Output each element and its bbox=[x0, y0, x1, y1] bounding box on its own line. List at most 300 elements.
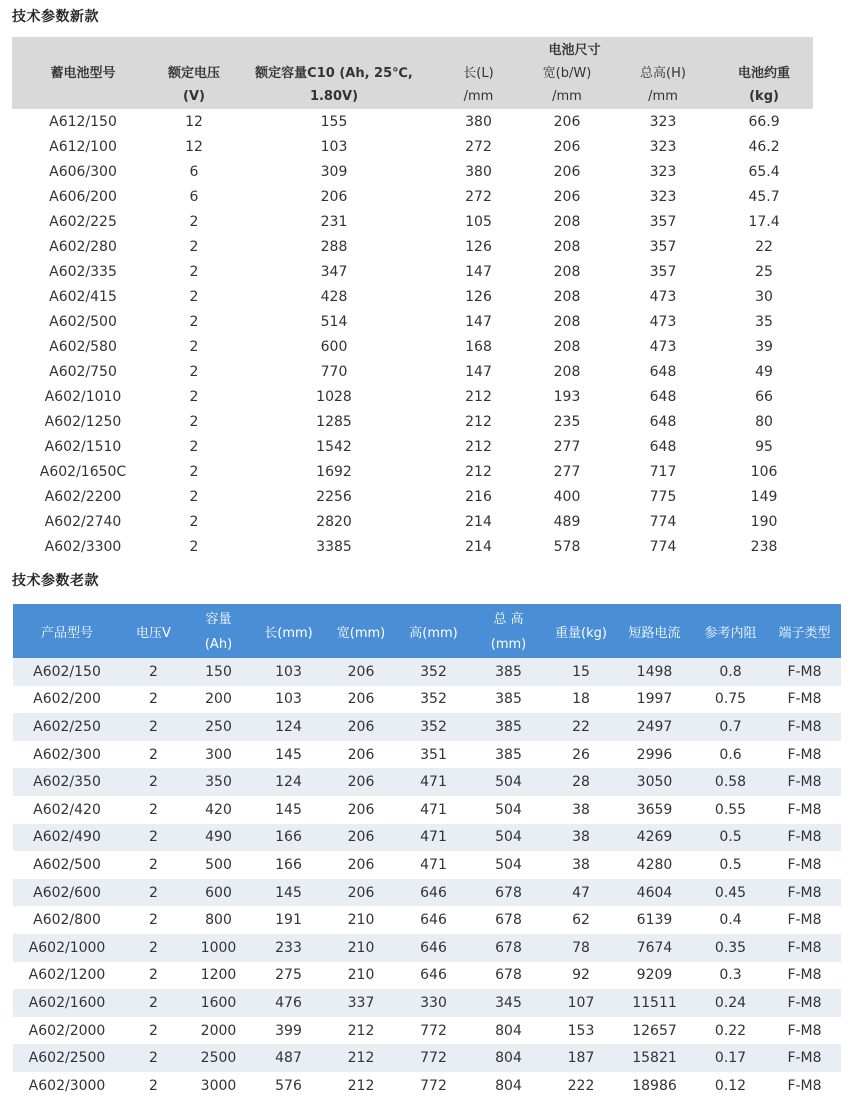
table-cell: 385 bbox=[471, 658, 546, 686]
table-cell: 208 bbox=[553, 313, 581, 330]
table-cell: A612/150 bbox=[49, 113, 117, 130]
table-cell: A602/420 bbox=[13, 796, 121, 824]
table-cell: 231 bbox=[320, 213, 348, 230]
table-row bbox=[13, 686, 841, 714]
table-cell: 420 bbox=[186, 796, 251, 824]
table-row bbox=[13, 1017, 841, 1045]
table-cell: 206 bbox=[326, 824, 396, 852]
table-cell: 772 bbox=[396, 1017, 471, 1045]
table-cell: 717 bbox=[649, 463, 677, 480]
table-cell: A602/490 bbox=[13, 824, 121, 852]
table-cell: 4280 bbox=[616, 851, 693, 879]
table-cell: 272 bbox=[465, 188, 492, 205]
table-cell: 678 bbox=[471, 906, 546, 934]
table-cell: 1200 bbox=[186, 962, 251, 990]
table-cell: A612/100 bbox=[49, 138, 117, 155]
table-cell: 648 bbox=[649, 388, 677, 405]
table-cell: 514 bbox=[320, 313, 348, 330]
header-model-blank bbox=[12, 84, 154, 109]
table-cell: 210 bbox=[326, 962, 396, 990]
table-cell: 323 bbox=[649, 163, 677, 180]
table-row bbox=[12, 359, 813, 384]
table-cell: 147 bbox=[465, 263, 492, 280]
table-cell: 504 bbox=[471, 851, 546, 879]
table-cell: 277 bbox=[553, 463, 581, 480]
table-cell: 2 bbox=[189, 313, 199, 330]
header-height-label: 总高(H) bbox=[611, 59, 715, 84]
table-cell: 145 bbox=[251, 879, 326, 907]
table-cell: 476 bbox=[251, 989, 326, 1017]
old-header-resistance: 参考内阻 bbox=[693, 604, 768, 658]
table-row bbox=[12, 309, 813, 334]
table-cell: 2 bbox=[121, 879, 186, 907]
table-cell: 28 bbox=[546, 768, 616, 796]
table-row bbox=[12, 134, 813, 159]
header-voltage-top bbox=[154, 37, 234, 59]
table-cell: 646 bbox=[396, 934, 471, 962]
table-cell: 2820 bbox=[316, 513, 352, 530]
table-cell: 678 bbox=[471, 879, 546, 907]
table-cell: A602/200 bbox=[13, 686, 121, 714]
header-weight-unit: (kg) bbox=[715, 84, 813, 109]
table-row bbox=[13, 851, 841, 879]
table-cell: 385 bbox=[471, 686, 546, 714]
table-cell: A602/225 bbox=[49, 213, 117, 230]
table-cell: 103 bbox=[320, 138, 348, 155]
table-cell: 3000 bbox=[186, 1072, 251, 1100]
table-cell: 804 bbox=[471, 1072, 546, 1100]
table-cell: F-M8 bbox=[768, 796, 841, 824]
table-cell: 2256 bbox=[316, 488, 352, 505]
header-model-label: 蓄电池型号 bbox=[12, 59, 154, 84]
table-cell: 352 bbox=[396, 658, 471, 686]
table-cell: 804 bbox=[471, 1017, 546, 1045]
table-row bbox=[13, 989, 841, 1017]
table-cell: 345 bbox=[471, 989, 546, 1017]
table-cell: A606/300 bbox=[49, 163, 117, 180]
table-cell: 1542 bbox=[316, 438, 352, 455]
table-cell: 357 bbox=[649, 263, 677, 280]
header-voltage-label: 额定电压 bbox=[154, 59, 234, 84]
header-dimensions: 电池尺寸 bbox=[434, 37, 715, 59]
table-cell: 2 bbox=[189, 338, 199, 355]
table-cell: 206 bbox=[326, 658, 396, 686]
table-row bbox=[13, 713, 841, 741]
header-voltage-unit: (V) bbox=[154, 84, 234, 109]
table-cell: 206 bbox=[320, 188, 348, 205]
table-cell: 1997 bbox=[616, 686, 693, 714]
old-header-terminal: 端子类型 bbox=[768, 604, 841, 658]
table-cell: 0.45 bbox=[693, 879, 768, 907]
table-cell: F-M8 bbox=[768, 1072, 841, 1100]
header-capacity-unit: 1.80V) bbox=[234, 84, 434, 109]
table-row bbox=[12, 384, 813, 409]
table-cell: 0.8 bbox=[693, 658, 768, 686]
header-width-unit: /mm bbox=[523, 84, 611, 109]
header-length-unit: /mm bbox=[434, 84, 523, 109]
table-cell: 2 bbox=[189, 363, 199, 380]
table-row bbox=[13, 796, 841, 824]
table-cell: 350 bbox=[186, 768, 251, 796]
table-cell: 212 bbox=[465, 388, 492, 405]
table-cell: 2 bbox=[189, 388, 199, 405]
table-cell: 208 bbox=[553, 363, 581, 380]
table-cell: 233 bbox=[251, 934, 326, 962]
header-height-unit: /mm bbox=[611, 84, 715, 109]
table-cell: 206 bbox=[553, 163, 581, 180]
table-cell: 22 bbox=[546, 713, 616, 741]
table-cell: 6 bbox=[189, 163, 199, 180]
table-cell: A602/335 bbox=[49, 263, 117, 280]
table-cell: F-M8 bbox=[768, 1017, 841, 1045]
table-row bbox=[13, 934, 841, 962]
table-cell: 2 bbox=[189, 488, 199, 505]
table-cell: 1000 bbox=[186, 934, 251, 962]
table-cell: 105 bbox=[465, 213, 492, 230]
table-cell: F-M8 bbox=[768, 906, 841, 934]
table-cell: 323 bbox=[649, 113, 677, 130]
table-cell: 646 bbox=[396, 906, 471, 934]
table-cell: 1498 bbox=[616, 658, 693, 686]
table-cell: 150 bbox=[186, 658, 251, 686]
table-cell: 38 bbox=[546, 824, 616, 852]
table-cell: 6139 bbox=[616, 906, 693, 934]
header-weight-label: 电池约重 bbox=[715, 59, 813, 84]
table-cell: A606/200 bbox=[49, 188, 117, 205]
table-cell: 380 bbox=[465, 163, 492, 180]
table-cell: 208 bbox=[553, 288, 581, 305]
table-cell: 473 bbox=[649, 288, 677, 305]
table-cell: 2 bbox=[121, 962, 186, 990]
table-cell: 126 bbox=[465, 288, 492, 305]
table-cell: 646 bbox=[396, 962, 471, 990]
table-cell: 323 bbox=[649, 188, 677, 205]
table-cell: 47 bbox=[546, 879, 616, 907]
table-cell: 2 bbox=[121, 768, 186, 796]
table-cell: 147 bbox=[465, 313, 492, 330]
table-cell: 2 bbox=[189, 513, 199, 530]
header-weight-top bbox=[715, 37, 813, 59]
table-cell: 2 bbox=[121, 658, 186, 686]
table-cell: 206 bbox=[326, 796, 396, 824]
table-cell: 2497 bbox=[616, 713, 693, 741]
table-cell: A602/600 bbox=[13, 879, 121, 907]
old-header-total-height-unit: (mm) bbox=[471, 631, 546, 658]
table-cell: A602/800 bbox=[13, 906, 121, 934]
table-cell: 3050 bbox=[616, 768, 693, 796]
table-cell: 222 bbox=[546, 1072, 616, 1100]
table-cell: 2 bbox=[189, 288, 199, 305]
table-row bbox=[12, 434, 813, 459]
table-cell: A602/3000 bbox=[13, 1072, 121, 1100]
table-cell: 78 bbox=[546, 934, 616, 962]
table-cell: 95 bbox=[755, 438, 773, 455]
table-cell: 2000 bbox=[186, 1017, 251, 1045]
table-cell: 600 bbox=[186, 879, 251, 907]
table-cell: A602/1600 bbox=[13, 989, 121, 1017]
old-header-width: 宽(mm) bbox=[326, 604, 396, 658]
header-width-label: 宽(b/W) bbox=[523, 59, 611, 84]
table-cell: 26 bbox=[546, 741, 616, 769]
old-section-title: 技术参数老款 bbox=[12, 573, 99, 589]
table-cell: 385 bbox=[471, 713, 546, 741]
header-capacity-label: 额定容量C10 (Ah, 25℃, bbox=[234, 59, 434, 84]
new-spec-table bbox=[12, 37, 813, 559]
table-cell: 80 bbox=[755, 413, 773, 430]
table-cell: A602/280 bbox=[49, 238, 117, 255]
table-cell: 0.17 bbox=[693, 1044, 768, 1072]
table-cell: 489 bbox=[553, 513, 581, 530]
table-cell: 206 bbox=[326, 851, 396, 879]
table-cell: 1692 bbox=[316, 463, 352, 480]
table-cell: 0.5 bbox=[693, 824, 768, 852]
table-cell: 107 bbox=[546, 989, 616, 1017]
table-cell: 2 bbox=[189, 438, 199, 455]
table-cell: A602/2200 bbox=[44, 488, 122, 505]
table-cell: 2 bbox=[121, 1017, 186, 1045]
table-cell: F-M8 bbox=[768, 989, 841, 1017]
table-row bbox=[13, 768, 841, 796]
table-cell: 106 bbox=[750, 463, 778, 480]
table-cell: 206 bbox=[553, 188, 581, 205]
table-cell: 187 bbox=[546, 1044, 616, 1072]
table-cell: 2 bbox=[121, 934, 186, 962]
table-cell: 487 bbox=[251, 1044, 326, 1072]
table-cell: 0.75 bbox=[693, 686, 768, 714]
table-row bbox=[13, 879, 841, 907]
table-cell: 216 bbox=[465, 488, 492, 505]
table-cell: 2 bbox=[189, 413, 199, 430]
table-cell: 206 bbox=[326, 741, 396, 769]
table-cell: 473 bbox=[649, 313, 677, 330]
table-cell: F-M8 bbox=[768, 824, 841, 852]
table-cell: 0.3 bbox=[693, 962, 768, 990]
table-cell: F-M8 bbox=[768, 713, 841, 741]
table-cell: 103 bbox=[251, 658, 326, 686]
table-cell: 22 bbox=[755, 238, 773, 255]
table-cell: 62 bbox=[546, 906, 616, 934]
table-cell: 3385 bbox=[316, 538, 352, 555]
table-cell: 39 bbox=[755, 338, 773, 355]
table-row bbox=[13, 824, 841, 852]
table-cell: 2 bbox=[189, 263, 199, 280]
table-cell: 504 bbox=[471, 824, 546, 852]
table-cell: 4604 bbox=[616, 879, 693, 907]
table-row bbox=[12, 184, 813, 209]
table-cell: 12 bbox=[185, 138, 203, 155]
old-header-weight: 重量(kg) bbox=[546, 604, 616, 658]
table-cell: 504 bbox=[471, 796, 546, 824]
header-capacity-top bbox=[234, 37, 434, 59]
table-cell: 471 bbox=[396, 796, 471, 824]
table-cell: 3659 bbox=[616, 796, 693, 824]
table-cell: 288 bbox=[320, 238, 348, 255]
table-cell: 153 bbox=[546, 1017, 616, 1045]
table-cell: 2 bbox=[121, 796, 186, 824]
table-cell: 214 bbox=[465, 538, 492, 555]
table-cell: 576 bbox=[251, 1072, 326, 1100]
table-cell: 49 bbox=[755, 363, 773, 380]
table-cell: 774 bbox=[649, 513, 677, 530]
table-cell: 212 bbox=[326, 1017, 396, 1045]
old-header-capacity-unit: (Ah) bbox=[186, 631, 251, 658]
old-header-short-circuit: 短路电流 bbox=[616, 604, 693, 658]
table-cell: 212 bbox=[326, 1044, 396, 1072]
table-cell: 250 bbox=[186, 713, 251, 741]
table-cell: 149 bbox=[750, 488, 778, 505]
table-cell: 12 bbox=[185, 113, 203, 130]
table-cell: 208 bbox=[553, 238, 581, 255]
table-cell: 212 bbox=[326, 1072, 396, 1100]
table-cell: 2 bbox=[121, 851, 186, 879]
old-header-capacity: 容量 bbox=[186, 604, 251, 631]
table-cell: 500 bbox=[186, 851, 251, 879]
table-cell: 212 bbox=[465, 413, 492, 430]
table-cell: 578 bbox=[553, 538, 581, 555]
table-cell: 323 bbox=[649, 138, 677, 155]
table-cell: 208 bbox=[553, 263, 581, 280]
table-cell: 648 bbox=[649, 413, 677, 430]
table-cell: 145 bbox=[251, 796, 326, 824]
table-cell: 0.35 bbox=[693, 934, 768, 962]
old-header-voltage: 电压V bbox=[121, 604, 186, 658]
table-cell: 103 bbox=[251, 686, 326, 714]
table-cell: 2 bbox=[121, 906, 186, 934]
table-cell: 400 bbox=[553, 488, 581, 505]
table-cell: 774 bbox=[649, 538, 677, 555]
table-cell: 1028 bbox=[316, 388, 352, 405]
table-cell: 277 bbox=[553, 438, 581, 455]
table-cell: 309 bbox=[320, 163, 348, 180]
table-cell: 15821 bbox=[616, 1044, 693, 1072]
table-cell: 212 bbox=[465, 438, 492, 455]
table-cell: 471 bbox=[396, 851, 471, 879]
table-cell: 300 bbox=[186, 741, 251, 769]
table-cell: 7674 bbox=[616, 934, 693, 962]
table-cell: 648 bbox=[649, 363, 677, 380]
table-cell: 352 bbox=[396, 713, 471, 741]
table-cell: 0.12 bbox=[693, 1072, 768, 1100]
table-row bbox=[13, 962, 841, 990]
table-cell: 0.58 bbox=[693, 768, 768, 796]
table-cell: F-M8 bbox=[768, 962, 841, 990]
table-cell: 200 bbox=[186, 686, 251, 714]
table-cell: F-M8 bbox=[768, 768, 841, 796]
table-row bbox=[12, 234, 813, 259]
table-row bbox=[12, 259, 813, 284]
old-header-height: 高(mm) bbox=[396, 604, 471, 658]
table-cell: 330 bbox=[396, 989, 471, 1017]
table-row bbox=[13, 658, 841, 686]
table-cell: 166 bbox=[251, 824, 326, 852]
table-cell: 17.4 bbox=[748, 213, 780, 230]
table-cell: 210 bbox=[326, 906, 396, 934]
table-cell: A602/3300 bbox=[44, 538, 122, 555]
table-cell: 12657 bbox=[616, 1017, 693, 1045]
table-cell: 208 bbox=[553, 338, 581, 355]
table-cell: 212 bbox=[465, 463, 492, 480]
table-cell: F-M8 bbox=[768, 879, 841, 907]
table-cell: 30 bbox=[755, 288, 773, 305]
table-cell: 2996 bbox=[616, 741, 693, 769]
table-cell: 473 bbox=[649, 338, 677, 355]
table-cell: 0.7 bbox=[693, 713, 768, 741]
table-cell: 193 bbox=[553, 388, 581, 405]
table-row bbox=[12, 284, 813, 309]
table-cell: 648 bbox=[649, 438, 677, 455]
table-cell: 0.6 bbox=[693, 741, 768, 769]
table-cell: 126 bbox=[465, 238, 492, 255]
table-cell: 238 bbox=[750, 538, 778, 555]
table-cell: 206 bbox=[326, 686, 396, 714]
table-cell: A602/1650C bbox=[39, 463, 127, 480]
table-cell: A602/1200 bbox=[13, 962, 121, 990]
table-cell: 357 bbox=[649, 238, 677, 255]
table-cell: 490 bbox=[186, 824, 251, 852]
table-row bbox=[12, 459, 813, 484]
table-cell: A602/300 bbox=[13, 741, 121, 769]
table-cell: F-M8 bbox=[768, 741, 841, 769]
table-cell: 210 bbox=[326, 934, 396, 962]
table-cell: 772 bbox=[396, 1044, 471, 1072]
table-cell: A602/750 bbox=[49, 363, 117, 380]
table-cell: 206 bbox=[326, 713, 396, 741]
table-cell: 145 bbox=[251, 741, 326, 769]
table-cell: 18 bbox=[546, 686, 616, 714]
table-row bbox=[12, 109, 813, 134]
table-cell: 124 bbox=[251, 713, 326, 741]
table-cell: F-M8 bbox=[768, 1044, 841, 1072]
table-cell: 772 bbox=[396, 1072, 471, 1100]
table-cell: 471 bbox=[396, 824, 471, 852]
table-cell: 2 bbox=[121, 686, 186, 714]
table-cell: 155 bbox=[320, 113, 348, 130]
table-cell: 0.5 bbox=[693, 851, 768, 879]
table-cell: 2 bbox=[121, 989, 186, 1017]
old-header-model: 产品型号 bbox=[13, 604, 121, 658]
table-cell: 206 bbox=[326, 768, 396, 796]
table-cell: 775 bbox=[649, 488, 677, 505]
table-cell: 2 bbox=[121, 824, 186, 852]
table-cell: 0.22 bbox=[693, 1017, 768, 1045]
table-cell: 206 bbox=[553, 113, 581, 130]
table-row bbox=[12, 409, 813, 434]
table-row bbox=[13, 1072, 841, 1100]
table-cell: 399 bbox=[251, 1017, 326, 1045]
table-cell: 352 bbox=[396, 686, 471, 714]
table-row bbox=[12, 159, 813, 184]
table-cell: 275 bbox=[251, 962, 326, 990]
table-cell: 46.2 bbox=[748, 138, 780, 155]
table-cell: A602/1510 bbox=[44, 438, 122, 455]
table-cell: 38 bbox=[546, 796, 616, 824]
old-header-length: 长(mm) bbox=[251, 604, 326, 658]
table-cell: 206 bbox=[326, 879, 396, 907]
table-cell: F-M8 bbox=[768, 934, 841, 962]
header-length-label: 长(L) bbox=[434, 59, 523, 84]
table-cell: A602/500 bbox=[13, 851, 121, 879]
table-cell: A602/1250 bbox=[44, 413, 122, 430]
table-cell: 804 bbox=[471, 1044, 546, 1072]
table-cell: 235 bbox=[553, 413, 581, 430]
table-cell: 191 bbox=[251, 906, 326, 934]
table-cell: 66 bbox=[755, 388, 773, 405]
table-cell: A602/1010 bbox=[44, 388, 122, 405]
new-section-title: 技术参数新款 bbox=[12, 9, 99, 25]
table-cell: 2 bbox=[121, 1072, 186, 1100]
table-cell: 2 bbox=[189, 538, 199, 555]
table-cell: A602/415 bbox=[49, 288, 117, 305]
